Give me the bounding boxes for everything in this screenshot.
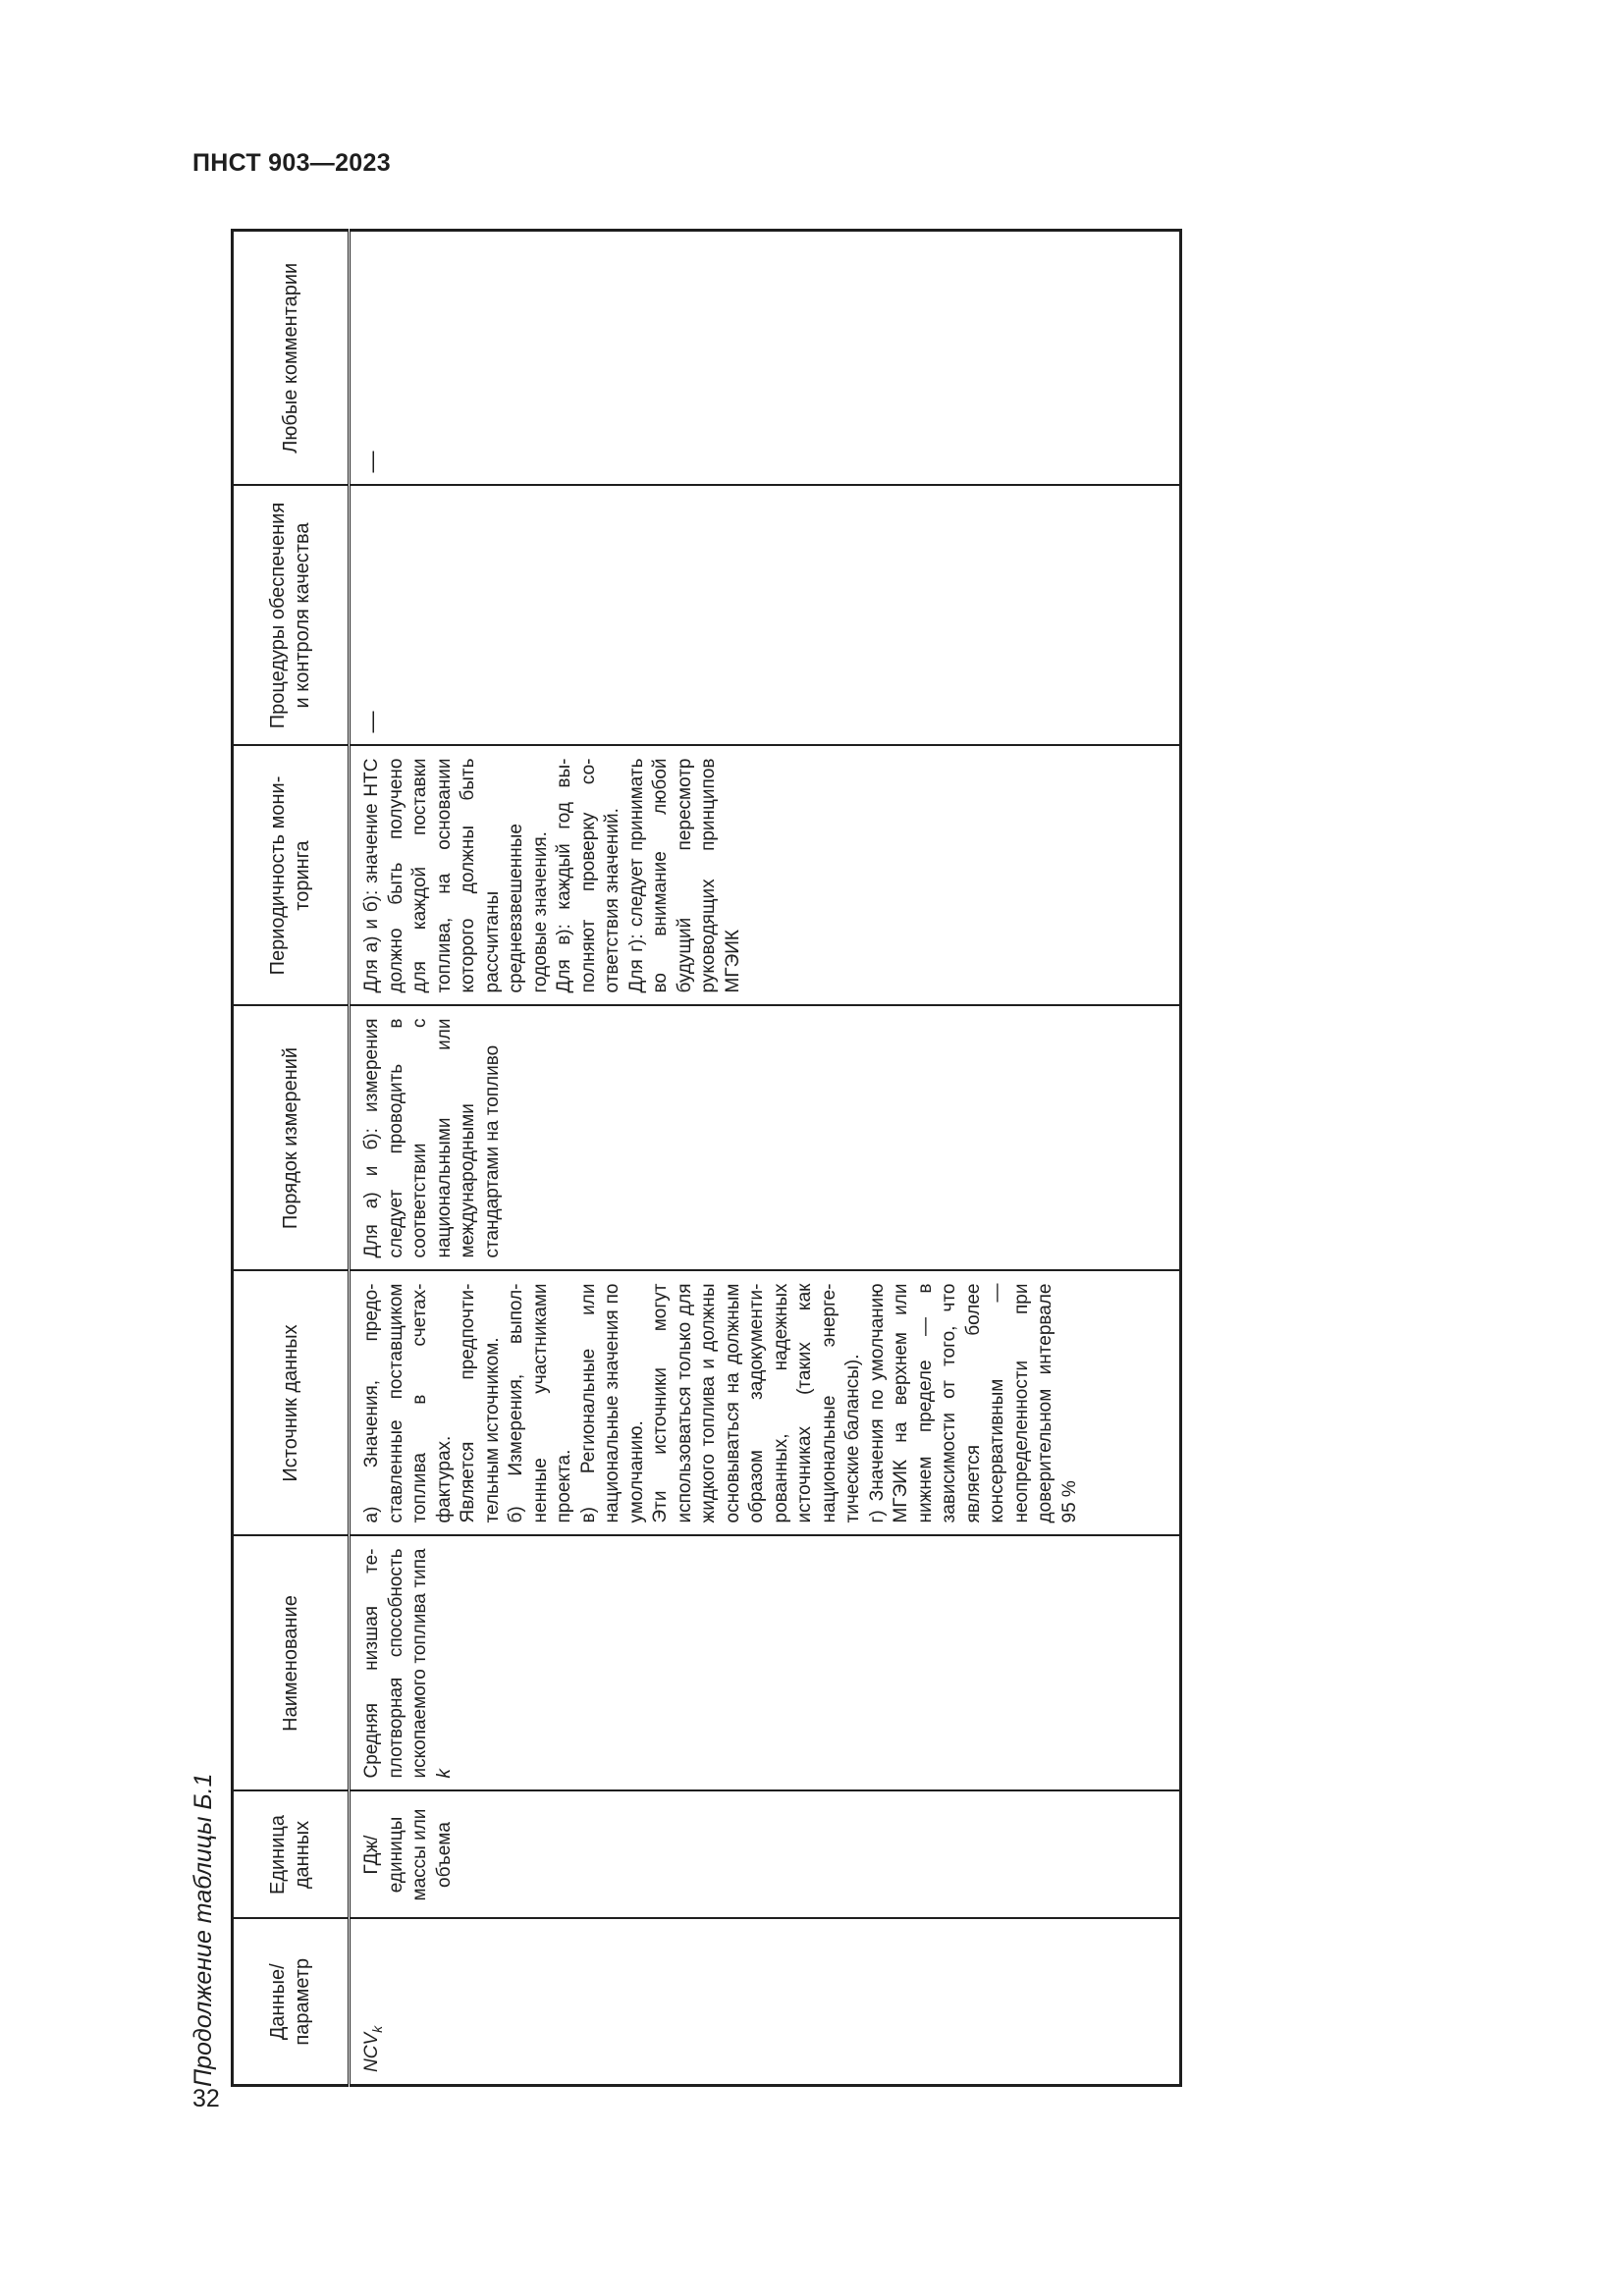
name-variable: k [433, 1769, 455, 1779]
header-qa: Процедуры обеспечения и контроля качества [233, 486, 350, 746]
cell-source [350, 1271, 1181, 1536]
cell-name [350, 1536, 1181, 1791]
cell-comments [350, 231, 1181, 486]
rotated-table-container [231, 232, 1182, 2087]
header-comments: Любые комментарии [233, 231, 350, 486]
cell-param [350, 1919, 1181, 2086]
source-paragraph: в) Региональные или национальные значения по умолчанию. [577, 1283, 647, 1523]
table-header-row [233, 231, 350, 2086]
table-row [350, 231, 1181, 2086]
header-source: Источник данных [233, 1271, 350, 1536]
qa-dash: — [359, 711, 384, 733]
header-procedure: Порядок измерений [233, 1006, 350, 1271]
frequency-paragraph: Для а) и б): значение НТС должно быть получено для каждой поставки топлива, на основании которого должны быть рассчитаны средневзвешенные годовые значения. [361, 758, 551, 993]
cell-unit: ГДж/ единицы массы или объема [350, 1791, 1181, 1919]
comments-dash: — [359, 451, 384, 473]
source-paragraph: Является предпочтительным источником. [458, 1283, 503, 1523]
data-table [231, 229, 1182, 2087]
cell-qa [350, 486, 1181, 746]
source-paragraph: а) Значения, предоставленные поставщиком топлива в счетах-фактурах. [361, 1283, 455, 1523]
header-param: Данные/ параметр [233, 1919, 350, 2086]
header-name: Наименование [233, 1536, 350, 1791]
param-code: NCV [361, 2032, 382, 2072]
frequency-paragraph: Для в): каждый год выполняют проверку соответствия значений. [554, 758, 623, 993]
cell-frequency [350, 746, 1181, 1006]
page-number: 32 [192, 2085, 220, 2112]
header-unit: Единица данных [233, 1791, 350, 1919]
source-paragraph: Эти источники могут использоваться только для жидкого топлива и должны основываться на должным образом задокументированных, надежных источниках (таких как национальные энергетические балансы). [650, 1283, 863, 1523]
table-caption: Продолжение таблицы Б.1 [189, 1773, 217, 2087]
param-subscript: k [369, 2025, 385, 2033]
source-paragraph: г) Значения по умолчанию МГЭИК на верхнем или нижнем пределе — в зависимости от того, что является более консервативным — неопределенности при доверительном интервале 95 % [866, 1283, 1080, 1523]
source-paragraph: б) Измерения, выполненные участниками проекта. [506, 1283, 574, 1523]
frequency-paragraph: Для г): следует принимать во внимание любой будущий пересмотр руководящих принципов МГЭИК [625, 758, 743, 993]
document-header: ПНСТ 903—2023 [192, 149, 391, 177]
name-text: Средняя низшая теплотворная способность ископаемого топлива типа [361, 1548, 430, 1779]
header-frequency: Периодичность мониторинга [233, 746, 350, 1006]
cell-procedure: Для а) и б): измерения следует проводить в соответствии с национальными или международными стандартами на топливо [350, 1006, 1181, 1271]
